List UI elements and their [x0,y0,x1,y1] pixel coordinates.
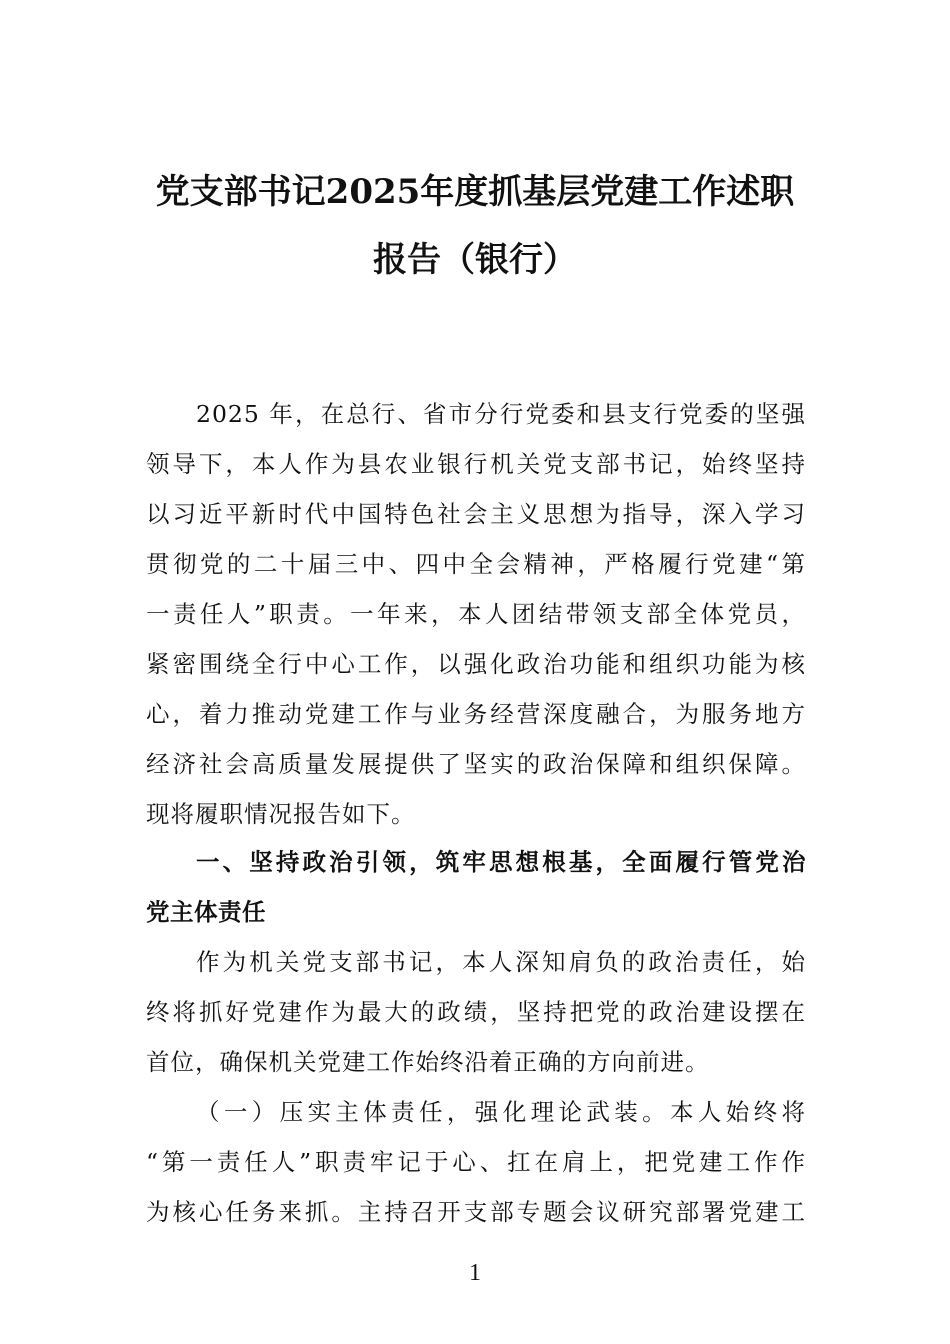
subsection-1-para-line-2: “第一责任人”职责牢记于心、扛在肩上，把党建工作作 [146,1148,806,1176]
subsection-1-para-line-3: 为核心任务来抓。主持召开支部专题会议研究部署党建工 [146,1198,806,1226]
intro-line-8: 经济社会高质量发展提供了坚实的政治保障和组织保障。 [146,750,806,778]
page-number: 1 [469,1260,481,1286]
section-1-heading-line-2: 党主体责任 [146,898,266,926]
intro-line-7: 心，着力推动党建工作与业务经营深度融合，为服务地方 [146,700,806,728]
intro-line-3: 以习近平新时代中国特色社会主义思想为指导，深入学习 [146,500,806,528]
subsection-1-para-line-1: （一）压实主体责任，强化理论武装。本人始终将 [196,1098,806,1126]
intro-line-5: 一责任人”职责。一年来，本人团结带领支部全体党员， [146,600,806,628]
intro-line-1: 2025 年，在总行、省市分行党委和县支行党委的坚强 [196,400,806,428]
section-1-para-line-2: 终将抓好党建作为最大的政绩，坚持把党的政治建设摆在 [146,998,806,1026]
intro-line-4: 贯彻党的二十届三中、四中全会精神，严格履行党建“第 [146,550,806,578]
intro-line-9: 现将履职情况报告如下。 [146,800,416,828]
document-title-line-1: 党支部书记2025年度抓基层党建工作述职 [155,172,795,212]
document-title-line-2: 报告（银行） [373,240,577,280]
section-1-heading-line-1: 一、坚持政治引领，筑牢思想根基，全面履行管党治 [196,848,806,876]
section-1-para-line-1: 作为机关党支部书记，本人深知肩负的政治责任，始 [196,948,806,976]
intro-line-6: 紧密围绕全行中心工作，以强化政治功能和组织功能为核 [146,650,806,678]
section-1-para-line-3: 首位，确保机关党建工作始终沿着正确的方向前进。 [146,1048,710,1076]
intro-line-2: 领导下，本人作为县农业银行机关党支部书记，始终坚持 [146,450,806,478]
